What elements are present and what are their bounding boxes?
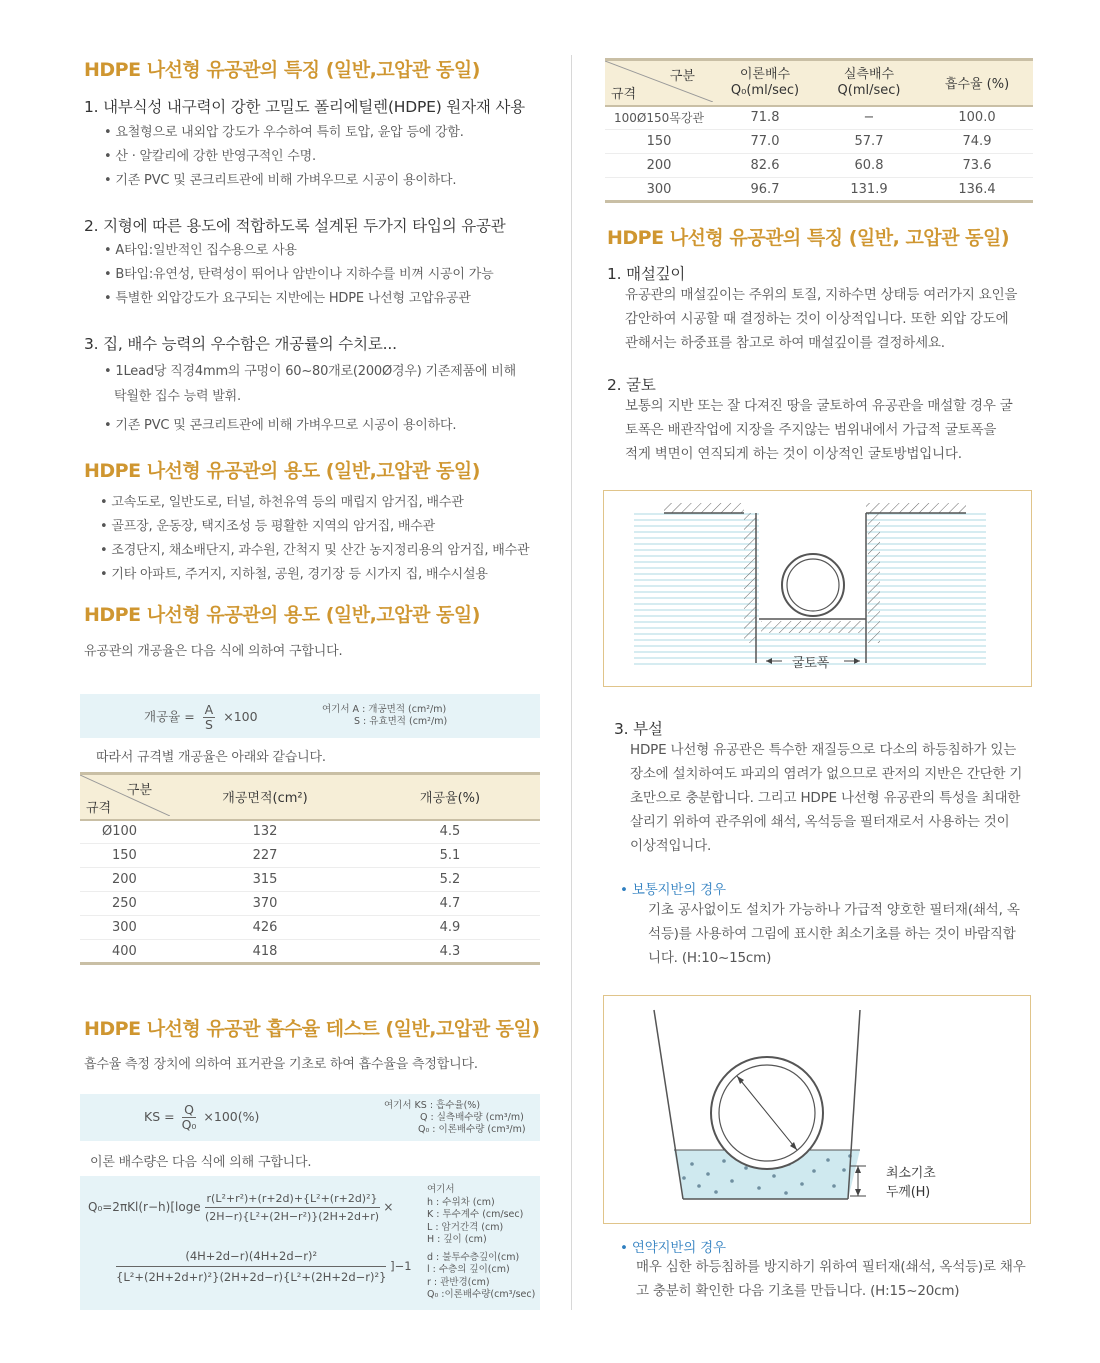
bullet: • 골프장, 운동장, 택지조성 등 평활한 지역의 암거집, 배수관 — [100, 519, 435, 534]
table-row: 300 426 4.9 — [80, 916, 540, 940]
bullet: • 고속도로, 일반도로, 터널, 하천유역 등의 매립지 암거집, 배수관 — [100, 495, 464, 510]
formula-fraction: $\frac{Q}{\text{Q₀}}$ — [181, 1102, 197, 1132]
foundation-diagram-icon — [604, 996, 1030, 1223]
trench-width-label: 굴토폭 — [792, 656, 830, 671]
table-row: Ø100 132 4.5 — [80, 820, 540, 844]
formula-theoretical-drainage: Q₀=2πKl(r−h)[loge $\frac{\text{r(L²+r²)+(r+2d)+\{L²+(r+2d)²\}}}{\text{(2H−r)\{L²+(2H−r²)\}(2H+2d+r)}}$ × $\frac{\text{(4H+2d−r)(4H+2d−r)²}}{\text{\{L²+(2H+2d+r)²\}(2H+2d−r)\{L²+(2H+2d−r)²\}}}$ ]−1 여기서 h : 수위차 (cm) K : 투수계수 (cm/sec) L : 암거간격 (cm) H : 깊이 (cm) d : 불투수층깊이(cm) l : 수층의 깊이(cm) r : 관반경(cm) Q₀ :이론배수량(cm³/sec) — [80, 1176, 540, 1310]
table-row: 100Ø150목강관 71.8 − 100.0 — [605, 106, 1033, 130]
bullet: • 1Lead당 직경4mm의 구멍이 60~80개로(200Ø경우) 기존제품에 비해 — [104, 364, 516, 379]
bullet: • A타입:일반적인 집수용으로 사용 — [104, 243, 297, 258]
formula-note: Q₀ : 이론배수량 (cm³/m) — [418, 1124, 526, 1135]
item-heading-laying: 3. 부설 — [614, 720, 663, 738]
table-row: 250 370 4.7 — [80, 892, 540, 916]
formula-absorption: KS = $\frac{Q}{\text{Q₀}}$ ×100(%) 여기서 KS : 흡수율(%) Q : 실측배수량 (cm³/m) Q₀ : 이론배수량 (cm³/m) — [80, 1094, 540, 1141]
formula-note: 여기서 KS : 흡수율(%) — [384, 1100, 481, 1111]
subheading-normal-ground: • 보통지반의 경우 — [620, 882, 726, 898]
item-heading-depth: 1. 매설깊이 — [607, 265, 686, 283]
formula-notes: 여기서 h : 수위차 (cm) K : 투수계수 (cm/sec) L : 암거간격 (cm) H : 깊이 (cm) d : 불투수층깊이(cm) l : 수층의 깊이(cm) r : 관반경(cm) Q₀ :이론배수량(cm³/sec) — [427, 1184, 536, 1300]
item-heading-1: 1. 내부식성 내구력이 강한 고밀도 폴리에틸렌(HDPE) 원자재 사용 — [84, 98, 525, 116]
subheading-soft-ground: • 연약지반의 경우 — [620, 1240, 726, 1256]
paragraph-excavation: 보통의 지반 또는 잘 다져진 땅을 굴토하여 유공관을 매설할 경우 굴 토폭은 배관작업에 지장을 주지않는 범위내에서 가급적 굴토폭을 적게 벽면이 연직되게 하는 것이 이상적인 굴토방법입니다. — [625, 398, 1013, 462]
formula-lhs: 개공율 = — [144, 709, 195, 724]
table-header-absorb: 흡수율 (%) — [921, 60, 1033, 106]
after-formula-text: 이론 배수량은 다음 식에 의해 구합니다. — [90, 1155, 312, 1170]
table-header-actual: 실측배수 Q(ml/sec) — [817, 60, 921, 106]
bullet: • 기타 아파트, 주거지, 지하철, 공원, 경기장 등 시가지 집, 배수시설용 — [100, 567, 488, 582]
paragraph-soft-ground: 매우 심한 하등침하를 방지하기 위하여 필터재(쇄석, 옥석등)로 채우 고 충분히 확인한 다음 기초를 만듭니다. (H:15~20cm) — [636, 1259, 1026, 1299]
formula-fraction: $\frac{A}{S}$ — [204, 702, 214, 732]
table-row: 200 82.6 60.8 73.6 — [605, 154, 1033, 178]
foundation-figure — [603, 995, 1031, 1224]
formula-note: 여기서 A : 개공면적 (cm²/m) — [322, 704, 447, 715]
formula-opening-ratio — [80, 694, 540, 738]
table-header-diag: 구분 규격 — [80, 774, 170, 820]
formula-fraction: $\frac{\text{r(L²+r²)+(r+2d)+\{L²+(r+2d)²\}}}{\text{(2H−r)\{L²+(2H−r²)\}(2H+2d+r)}}$ — [204, 1192, 380, 1223]
formula-note: S : 유효면적 (cm²/m) — [354, 716, 448, 727]
formula-rhs: ×100 — [223, 709, 258, 724]
column-divider — [571, 55, 572, 1310]
item-heading-excavation: 2. 굴토 — [607, 376, 656, 394]
formula-fraction: $\frac{\text{(4H+2d−r)(4H+2d−r)²}}{\text{\{L²+(2H+2d+r)²\}(2H+2d−r)\{L²+(2H+2d−r)²\}}}$ — [116, 1246, 386, 1287]
bullet: • 조경단지, 채소배단지, 과수원, 간척지 및 산간 농지정리용의 암거집, 배수관 — [100, 543, 530, 558]
table-row: 150 227 5.1 — [80, 844, 540, 868]
paragraph-laying: HDPE 나선형 유공관은 특수한 재질등으로 다소의 하등침하가 있는 장소에 설치하여도 파괴의 염려가 없으므로 관저의 지반은 간단한 기 초만으로 충분합니다. 그리고 HDPE 나선형 유공관의 특성을 최대한 살리기 위하여 관주위에 쇄석, 옥석등을 필터재로서 사용하는 것이 이상적입니다. — [630, 742, 1023, 854]
section-title-installation: HDPE 나선형 유공관의 특징 (일반, 고압관 동일) — [607, 227, 1010, 249]
intro-text: 흡수율 측정 장치에 의하여 표거관을 기초로 하여 흡수율을 측정합니다. — [84, 1057, 478, 1072]
section-title-absorption-test: HDPE 나선형 유공관 흡수율 테스트 (일반,고압관 동일) — [84, 1018, 540, 1040]
section-title-opening-ratio: HDPE 나선형 유공관의 용도 (일반,고압관 동일) — [84, 604, 480, 626]
after-formula-text: 따라서 규격별 개공율은 아래와 같습니다. — [96, 750, 326, 765]
section-title-features: HDPE 나선형 유공관의 특징 (일반,고압관 동일) — [84, 59, 480, 81]
bullet: • 요철형으로 내외압 강도가 우수하여 특히 토압, 윤압 등에 강함. — [104, 125, 464, 140]
intro-text: 유공관의 개공율은 다음 식에 의하여 구합니다. — [84, 644, 343, 659]
paragraph-depth: 유공관의 매설깊이는 주위의 토질, 지하수면 상태등 여러가지 요인을 감안하여 시공할 때 결정하는 것이 이상적입니다. 또한 외압 강도에 관해서는 하중표를 참고로 하여 매설깊이를 결정하세요. — [625, 287, 1018, 351]
table-header-diag: 구분 규격 — [605, 60, 713, 106]
bullet-continued: 탁월한 집수 능력 발휘. — [114, 389, 241, 404]
table-row: 300 96.7 131.9 136.4 — [605, 178, 1033, 202]
table-header-theory: 이론배수 Q₀(ml/sec) — [713, 60, 817, 106]
bullet: • B타입:유연성, 탄력성이 뛰어나 암반이나 지하수를 비껴 시공이 가능 — [104, 267, 494, 282]
table-header-area: 개공면적(cm²) — [170, 774, 360, 820]
opening-ratio-table — [80, 772, 540, 965]
absorption-table — [605, 58, 1033, 203]
item-heading-3: 3. 집, 배수 능력의 우수함은 개공률의 수치로... — [84, 335, 397, 353]
min-foundation-label: 최소기초 두께(H) — [886, 1166, 936, 1200]
table-header-ratio: 개공율(%) — [360, 774, 540, 820]
bullet: • 기존 PVC 및 콘크리트관에 비해 가벼우므로 시공이 용이하다. — [104, 418, 457, 433]
formula-note: Q : 실측배수량 (cm³/m) — [420, 1112, 524, 1123]
trench-figure — [603, 490, 1032, 687]
bullet: • 특별한 외압강도가 요구되는 지반에는 HDPE 나선형 고압유공관 — [104, 291, 471, 306]
section-title-uses: HDPE 나선형 유공관의 용도 (일반,고압관 동일) — [84, 460, 480, 482]
item-heading-2: 2. 지형에 따른 용도에 적합하도록 설계된 두가지 타입의 유공관 — [84, 217, 506, 235]
table-row: 400 418 4.3 — [80, 940, 540, 964]
table-row: 200 315 5.2 — [80, 868, 540, 892]
bullet: • 산 · 알칼리에 강한 반영구적인 수명. — [104, 149, 316, 164]
table-row: 150 77.0 57.7 74.9 — [605, 130, 1033, 154]
bullet: • 기존 PVC 및 콘크리트관에 비해 가벼우므로 시공이 용이하다. — [104, 173, 457, 188]
paragraph-normal-ground: 기초 공사없이도 설치가 가능하나 가급적 양호한 필터재(쇄석, 옥 석등)를 사용하여 그림에 표시한 최소기초를 하는 것이 바람직합 니다. (H:10~15cm) — [648, 902, 1020, 966]
